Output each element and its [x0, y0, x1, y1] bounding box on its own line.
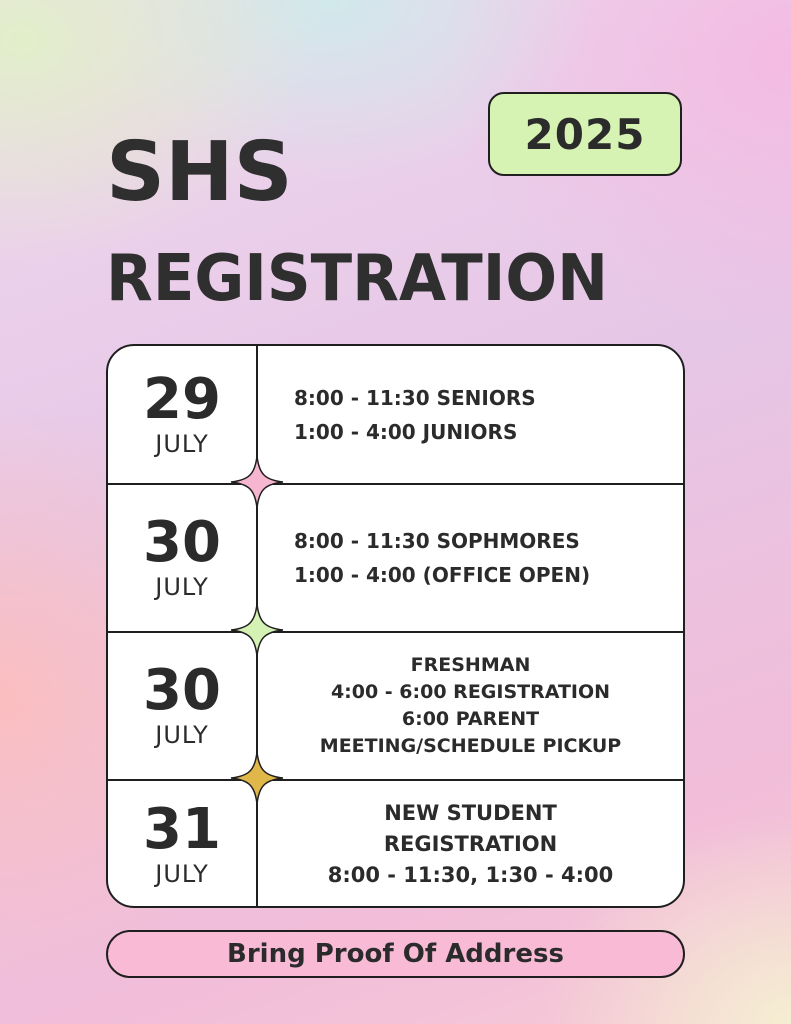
schedule-line: REGISTRATION	[383, 832, 558, 856]
schedule-row	[108, 781, 683, 908]
year-badge	[488, 92, 682, 176]
schedule-row	[108, 346, 683, 484]
schedule-line: MEETING/SCHEDULE PICKUP	[319, 735, 622, 757]
month-label: JULY	[155, 573, 209, 601]
month-label: JULY	[155, 430, 209, 458]
schedule-info	[258, 633, 683, 779]
sparkle-gold-icon	[229, 750, 285, 806]
sparkle-green-icon	[229, 602, 285, 658]
schedule-line: 1:00 - 4:00 JUNIORS	[294, 420, 518, 444]
day-number: 29	[143, 367, 221, 432]
day-number: 30	[143, 510, 221, 575]
schedule-info	[258, 346, 683, 484]
schedule-info	[258, 781, 683, 908]
schedule-line: 8:00 - 11:30 SOPHMORES	[294, 529, 580, 553]
schedule-row	[108, 485, 683, 631]
schedule-line: NEW STUDENT	[384, 801, 557, 825]
sparkle-pink-icon	[229, 454, 285, 510]
day-number: 31	[143, 796, 221, 862]
schedule-line: 1:00 - 4:00 (OFFICE OPEN)	[294, 563, 591, 587]
schedule-line: 8:00 - 11:30 SENIORS	[294, 386, 536, 410]
title-registration: REGISTRATION	[106, 242, 608, 316]
schedule-info	[258, 485, 683, 631]
day-number: 30	[143, 658, 221, 723]
title-shs: SHS	[106, 125, 293, 220]
schedule-table	[106, 344, 685, 908]
schedule-line: FRESHMAN	[410, 654, 531, 676]
month-label: JULY	[155, 859, 209, 888]
month-label: JULY	[155, 721, 209, 749]
footer-note: Bring Proof Of Address	[227, 939, 564, 969]
schedule-line: 4:00 - 6:00 REGISTRATION	[330, 681, 611, 703]
year-text: 2025	[524, 109, 646, 159]
schedule-line: 8:00 - 11:30, 1:30 - 4:00	[327, 863, 614, 887]
schedule-line: 6:00 PARENT	[401, 708, 540, 730]
proof-of-address-banner	[106, 930, 685, 978]
schedule-row	[108, 633, 683, 779]
